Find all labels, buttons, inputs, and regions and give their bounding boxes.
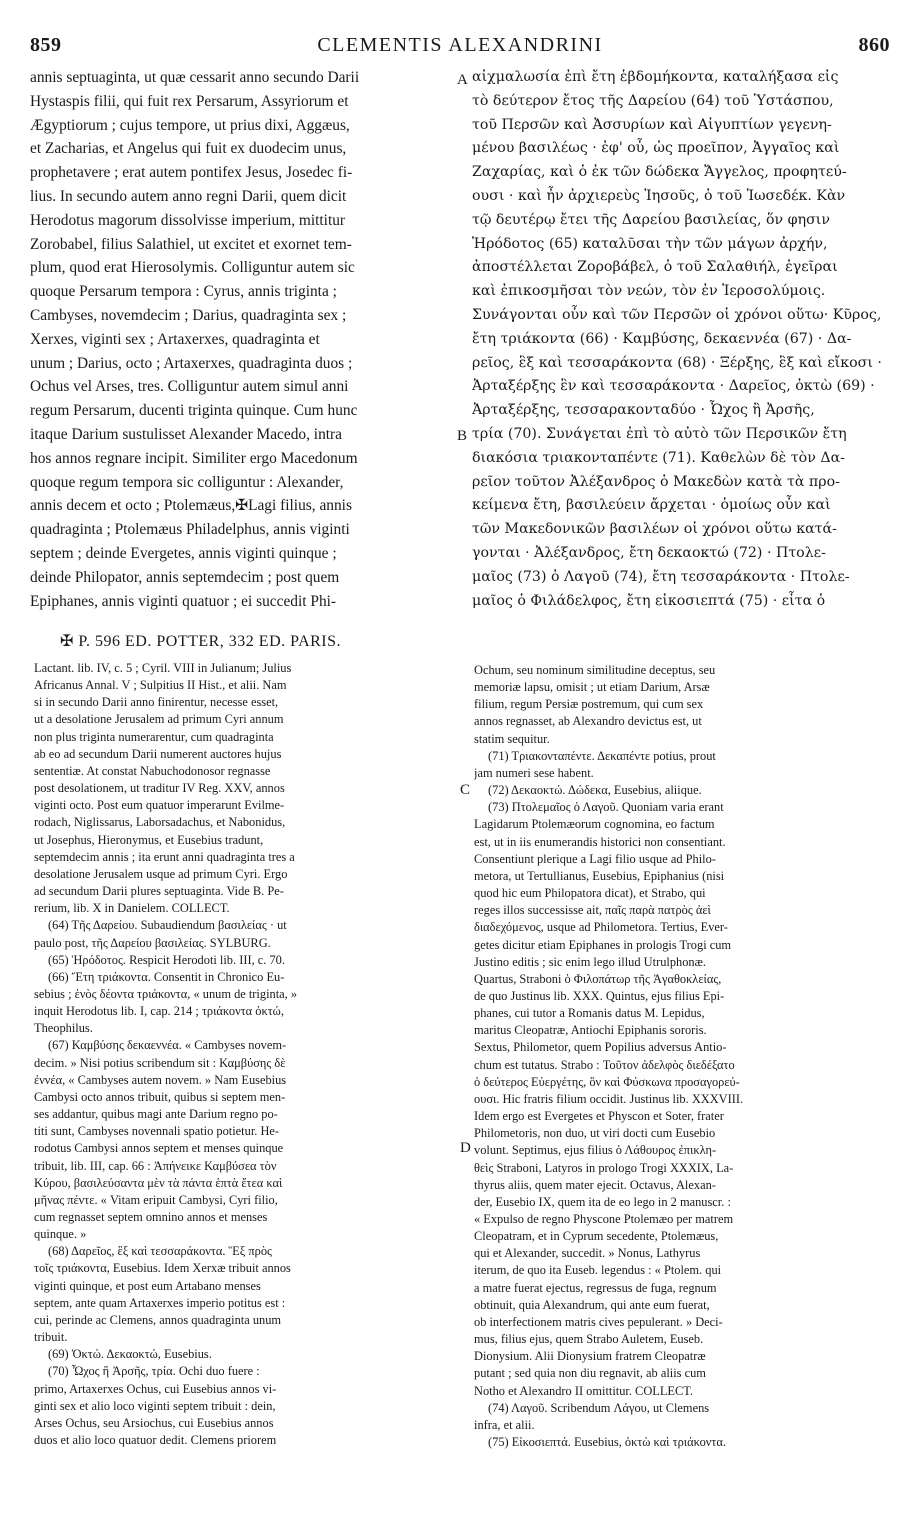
- note-line: duos et alio loco quatuor dedit. Clemens priorem: [34, 1433, 277, 1448]
- greek-line: μαῖος (73) ὁ Λαγοῦ (74), ἔτη τεσσαράκοντα · Πτολε-: [472, 568, 850, 585]
- note-line: rodach, Niglissarus, Laborsadachus, et Nabonidus,: [34, 815, 286, 830]
- note-line: phanes, cui tutor a Romanis datus M. Lepidus,: [474, 1006, 705, 1021]
- latin-line: deinde Philopator, annis septemdecim ; post quem: [30, 568, 340, 586]
- note-line: (74) Λαγοῦ. Scribendum Λάγου, ut Clemens: [488, 1400, 710, 1415]
- note-line: si in secundo Darii anno finirentur, necesse esset,: [34, 695, 279, 710]
- greek-line: τοῦ Περσῶν καὶ Ἀσσυρίων καὶ Αἰγυπτίων γεγενη-: [472, 116, 832, 133]
- note-line: paulo post, τῆς Δαρείου βασιλείας. SYLBURG.: [34, 935, 271, 950]
- note-line: Theophilus.: [34, 1021, 93, 1036]
- note-line: (71) Τριακονταπέντε. Δεκαπέντε potius, prout: [488, 748, 716, 763]
- greek-line: Συνάγονται οὖν καὶ τῶν Περσῶν οἱ χρόνοι οὕτω· Κῦρος,: [472, 306, 882, 323]
- greek-line: τὸ δεύτερον ἔτος τῆς Δαρείου (64) τοῦ Ὑστάσπου,: [472, 92, 834, 109]
- latin-line: septem ; deinde Evergetes, annis viginti quinque ;: [30, 544, 337, 562]
- note-line: (66) Ἔτη τριάκοντα. Consentit in Chronico Eu-: [48, 969, 285, 984]
- greek-line: Ζαχαρίας, καὶ ὁ ἐκ τῶν δώδεκα Ἄγγελος, προφητεύ-: [472, 164, 847, 181]
- latin-line: Herodotus magorum dissolvisse imperium, mittitur: [30, 211, 346, 229]
- note-line: viginti quinque, et post eum Artabano menses: [34, 1278, 261, 1293]
- latin-line: prophetavere ; erat autem pontifex Jesus, Josedec fi-: [30, 164, 353, 182]
- note-line: διαδεχόμενος, usque ad Philometora. Tertius, Ever-: [474, 920, 728, 935]
- note-line: τοῖς τριάκοντα, Eusebius. Idem Xerxæ tribuit annos: [34, 1261, 291, 1276]
- note-line: cum regnasset septem omnino annos et menses: [34, 1210, 268, 1224]
- latin-line: unum ; Darius, octo ; Artaxerxes, quadraginta duos ;: [30, 354, 353, 372]
- greek-text-column: [472, 66, 890, 613]
- note-line: qui et Alexander, succedit. » Nonus, Lathyrus: [474, 1246, 701, 1261]
- note-line: reges illos successisse ait, παῖς παρὰ πατρὸς ἀεὶ: [474, 903, 711, 918]
- note-line: μῆνας πέντε. « Vitam eripuit Cambysi, Cyri filio,: [34, 1192, 278, 1207]
- note-line: infra, et alii.: [474, 1417, 535, 1432]
- note-line: quod hic eum Philopatora dicat), et Strabo, qui: [474, 886, 706, 901]
- note-line: viginti octo. Post eum quatuor imperarunt Evilme-: [34, 798, 285, 813]
- note-line: « Expulso de regno Physcone Ptolemæo per matrem: [474, 1212, 734, 1226]
- note-line: getes dicitur etiam Epiphanes in prologis Trogi cum: [474, 937, 732, 952]
- note-line: ut Josephus, Hieronymus, et Eusebius tradunt,: [34, 832, 264, 847]
- note-line: post desolationem, ut traditur IV Reg. XXV, annos: [34, 781, 285, 796]
- greek-line: ἀποστέλλεται Ζοροβάβελ, ὁ τοῦ Σαλαθιήλ, ἐγεῖραι: [472, 259, 838, 276]
- greek-line: διακόσια τριακονταπέντε (71). Καθελὼν δὲ τὸν Δα-: [472, 449, 845, 466]
- note-line: non plus triginta numerarentur, cum quadraginta: [34, 729, 274, 744]
- greek-line: αἰχμαλωσία ἐπὶ ἔτη ἑβδομήκοντα, καταλήξασα εἰς: [472, 69, 839, 85]
- latin-line: quoque regum tempora sic colliguntur : Alexander,: [30, 473, 344, 491]
- note-line: obtinuit, quia Alexandrum, qui ante eum fuerat,: [474, 1297, 710, 1312]
- note-line: Justino editis ; sic enim lego illud Utrulphonæ.: [474, 954, 706, 969]
- note-line: θεὶς Straboni, Latyros in prologo Trogi XXXIX, La-: [474, 1160, 734, 1175]
- note-line: ob interfectionem matris cives pepulerant. » Deci-: [474, 1314, 723, 1329]
- latin-line: quoque Persarum tempora : Cyrus, annis triginta ;: [30, 283, 337, 301]
- note-line: Lagidarum Ptolemæorum cognomina, eo factum: [474, 817, 715, 832]
- greek-line: τῶν Μακεδονικῶν βασιλέων οἱ χρόνοι οὕτω κατά-: [472, 521, 837, 538]
- greek-line: κείμενα ἔτη, βασιλεύειν ἄρχεται · ὁμοίως οὖν καὶ: [472, 497, 831, 514]
- margin-letter-c: C: [460, 782, 471, 798]
- note-line: rodotus Cambysi annos septem et menses quinque: [34, 1141, 284, 1156]
- note-line: annos regnasset, ab Alexandro devictus est, ut: [474, 714, 702, 729]
- margin-letter-d: D: [460, 1140, 471, 1156]
- latin-line: plum, quod erat Hierosolymis. Colliguntur autem sic: [30, 259, 355, 277]
- note-line: (73) Πτολεμαῖος ὁ Λαγοῦ. Quoniam varia erant: [488, 800, 724, 815]
- note-line: ab eo ad secundum Darii numerent auctores hujus: [34, 746, 282, 761]
- note-line: ad secundum Darii plures septuaginta. Vide B. Pe-: [34, 884, 284, 899]
- note-line: Κύρου, βασιλεύσαντα μὲν τὰ πάντα ἑπτὰ ἔτεα καὶ: [34, 1175, 283, 1190]
- greek-line: ουσι · καὶ ἦν ἀρχιερεὺς Ἰησοῦς, ὁ τοῦ Ἰωσεδέκ. Κὰν: [472, 187, 846, 204]
- note-line: thyrus aliis, quem mater ejecit. Octavus, Alexan-: [474, 1177, 716, 1192]
- note-line: der, Eusebio IX, quem ita de eo lego in 2 manuscr. :: [474, 1194, 731, 1209]
- note-line: putant ; sed quia non diu regnavit, ab aliis cum: [474, 1366, 706, 1381]
- note-line: est, ut in iis enumerandis historici non consentiant.: [474, 834, 726, 849]
- latin-line: Cambyses, novemdecim ; Darius, quadraginta sex ;: [30, 306, 347, 324]
- note-line: (69) Ὀκτώ. Δεκαοκτώ, Eusebius.: [48, 1347, 212, 1362]
- latin-line: regum Persarum, ducenti triginta quinque. Cum hunc: [30, 402, 358, 420]
- latin-line: Xerxes, viginti sex ; Artaxerxes, quadraginta et: [30, 330, 320, 348]
- note-line: Sextus, Philometor, quem Popilius adversus Antio-: [474, 1040, 727, 1055]
- note-line: filium, regum Persiæ postremum, qui cum sex: [474, 697, 704, 712]
- note-line: Africanus Annal. V ; Sulpitius II Hist., et alii. Nam: [34, 678, 287, 693]
- note-line: ginti sex et alio loco viginti septem tribuit : dein,: [34, 1398, 276, 1413]
- note-line: statim sequitur.: [474, 731, 550, 746]
- note-line: (72) Δεκαοκτώ. Δώδεκα, Eusebius, aliique.: [488, 783, 702, 798]
- note-line: ἐννέα, « Cambyses autem novem. » Nam Eusebius: [34, 1072, 287, 1087]
- page-number-right: 860: [858, 34, 890, 56]
- note-line: ουσι. Hic fratris filium occidit. Justinus lib. XXXVIII.: [474, 1091, 744, 1106]
- latin-line: et Zacharias, et Angelus qui fuit ex duodecim unus,: [30, 140, 347, 158]
- margin-letter-a: A: [457, 72, 468, 88]
- note-line: tribuit.: [34, 1330, 68, 1345]
- note-line: jam numeri sese habent.: [474, 765, 594, 780]
- note-line: ὁ δεύτερος Εὐεργέτης, ὃν καὶ Φύσκωνα προσαγορεύ-: [474, 1074, 740, 1089]
- latin-line: Epiphanes, annis viginti quatuor ; ei succedit Phi-: [30, 592, 337, 610]
- greek-line: καὶ ἐπικοσμῆσαι τὸν νεών, τὸν ἐν Ἱεροσολύμοις.: [472, 283, 826, 300]
- note-line: metora, ut Tertullianus, Eusebius, Epiphanius (nisi: [474, 868, 725, 883]
- note-line: (67) Καμβύσης δεκαεννέα. « Cambyses novem-: [48, 1038, 287, 1053]
- greek-line: Ἀρταξέρξης, τεσσαρακονταδύο · Ὦχος ἢ Ἀρσῆς,: [472, 402, 815, 419]
- greek-line: τρία (70). Συνάγεται ἐπὶ τὸ αὐτὸ τῶν Περσικῶν ἔτη: [472, 425, 847, 442]
- note-line: Ochum, seu nominum similitudine deceptus, seu: [474, 663, 716, 677]
- note-line: tribuit, lib. III, cap. 66 : Ἀπήνεικε Καμβύσεα τὸν: [34, 1158, 277, 1173]
- note-line: a matre fuerat ejectus, regressus de fuga, regnum: [474, 1280, 717, 1295]
- note-line: primo, Artaxerxes Ochus, cui Eusebius annos vi-: [34, 1381, 277, 1396]
- note-line: de quo Justinus lib. XXX. Quintus, ejus filius Epi-: [474, 988, 725, 1003]
- latin-line: annis decem et octo ; Ptolemæus,✠Lagi filius, annis: [30, 497, 352, 515]
- running-title: CLEMENTIS ALEXANDRINI: [317, 34, 603, 56]
- latin-line: Zorobabel, filius Salathiel, ut excitet et exornet tem-: [30, 235, 352, 253]
- note-line: inquit Herodotus lib. I, cap. 214 ; τριάκοντα ὀκτώ,: [34, 1004, 284, 1019]
- page-header: [30, 34, 890, 60]
- note-line: quinque. »: [34, 1227, 87, 1242]
- greek-line: γονται · Ἀλέξανδρος, ἔτη δεκαοκτώ (72) · Πτολε-: [472, 544, 826, 561]
- latin-line: Ochus vel Arses, tres. Colliguntur autem simul anni: [30, 378, 349, 396]
- note-line: septem, ante quam Artaxerxes imperio potitus est :: [34, 1295, 286, 1310]
- note-line: Lactant. lib. IV, c. 5 ; Cyril. VIII in Julianum; Julius: [34, 661, 292, 675]
- page-number-left: 859: [30, 34, 62, 56]
- latin-line: Hystaspis filii, qui fuit rex Persarum, Assyriorum et: [30, 92, 349, 110]
- note-line: Philometoris, non duo, ut viri docti cum Eusebio: [474, 1126, 716, 1141]
- greek-line: μένου βασιλέως · ἐφ' οὗ, ὡς προεῖπον, Ἀγγαῖος καὶ: [472, 140, 840, 157]
- note-line: decim. » Nisi potius scribendum sit : Καμβύσης δὲ: [34, 1055, 286, 1070]
- note-line: chum est tutatus. Strabo : Τοῦτον ἀδελφὸς διεδέξατο: [474, 1057, 735, 1072]
- note-line: ses addantur, quibus magi ante Darium regno po-: [34, 1107, 278, 1122]
- note-line: Arses Ochus, seu Arsiochus, cui Eusebius annos: [34, 1415, 274, 1430]
- note-line: volunt. Septimus, ejus filius ὁ Λάθουρος ἐπικλη-: [474, 1143, 717, 1158]
- note-line: Dionysium. Alii Dionysium fratrem Cleopatræ: [474, 1349, 706, 1364]
- latin-line: Ægyptiorum ; cujus tempore, ut prius dixi, Aggæus,: [30, 116, 350, 134]
- margin-letter-b: B: [457, 428, 468, 444]
- note-line: (75) Εἰκοσιεπτά. Eusebius, ὀκτὼ καὶ τριάκοντα.: [488, 1435, 726, 1450]
- latin-line: annis septuaginta, ut quæ cessarit anno secundo Darii: [30, 69, 360, 86]
- greek-line: μαῖος ὁ Φιλάδελφος, ἔτη εἰκοσιεπτά (75) · εἶτα ὁ: [472, 592, 826, 609]
- note-line: sebius ; ἑνὸς δέοντα τριάκοντα, « unum de triginta, »: [34, 986, 298, 1001]
- note-line: (68) Δαρεῖος, ἓξ καὶ τεσσαράκοντα. Ἓξ πρὸς: [48, 1244, 272, 1259]
- note-line: Quartus, Straboni ὁ Φιλοπάτωρ τῆς Ἀγαθοκλείας,: [474, 971, 722, 986]
- note-line: septemdecim annis ; ita erunt anni quadraginta tres a: [34, 849, 295, 864]
- note-line: (70) Ὦχος ἢ Ἀρσῆς, τρία. Ochi duo fuere :: [48, 1364, 260, 1379]
- greek-line: ἔτη τριάκοντα (66) · Καμβύσης, δεκαεννέα (67) · Δα-: [472, 330, 852, 347]
- note-line: (64) Τῆς Δαρείου. Subaudiendum βασιλείας · ut: [48, 918, 287, 933]
- note-line: sententiæ. At constat Nabuchodonosor regnasse: [34, 763, 271, 778]
- edition-reference: ✠ P. 596 ED. POTTER, 332 ED. PARIS.: [60, 633, 342, 650]
- note-line: memoriæ lapsu, omisit ; ut etiam Darium, Arsæ: [474, 680, 710, 695]
- latin-line: hos annos regnare incipit. Similiter ergo Macedonum: [30, 449, 358, 467]
- greek-line: ρεῖος, ἓξ καὶ τεσσαράκοντα (68) · Ξέρξης, ἓξ καὶ εἴκοσι ·: [472, 354, 882, 371]
- note-line: desolatione Jerusalem usque ad primum Cyri. Ergo: [34, 866, 288, 881]
- greek-line: Ἀρταξέρξης ἓν καὶ τεσσαράκοντα · Δαρεῖος, ὀκτὼ (69) ·: [472, 378, 875, 395]
- notes-left-column: [34, 660, 456, 1449]
- greek-line: τῷ δευτέρῳ ἔτει τῆς Δαρείου βασιλείας, ὅν φησιν: [472, 211, 830, 228]
- note-line: cui, perinde ac Clemens, annos quadraginta unum: [34, 1312, 282, 1327]
- note-line: Notho et Alexandro II omittitur. COLLECT.: [474, 1383, 693, 1398]
- note-line: rerium, lib. X in Danielem. COLLECT.: [34, 901, 230, 916]
- greek-line: Ἡρόδοτος (65) καταλῦσαι τὴν τῶν μάγων ἀρχήν,: [472, 235, 828, 252]
- note-line: iterum, de quo ita Euseb. legendus : « Ptolem. qui: [474, 1263, 722, 1278]
- note-line: Consentiunt plerique a Lagi filio usque ad Philo-: [474, 851, 716, 866]
- greek-line: ρεῖον τοῦτον Ἀλέξανδρος ὁ Μακεδὼν κατὰ τὰ προ-: [472, 473, 840, 490]
- latin-line: lius. In secundo autem anno regni Darii, quem dicit: [30, 187, 347, 205]
- note-line: Cambysi octo annos tribuit, quibus si septem men-: [34, 1089, 286, 1104]
- latin-line: itaque Darium sustulisset Alexander Macedo, intra: [30, 425, 343, 443]
- note-line: titi sunt, Cambyses novennali spatio potietur. He-: [34, 1124, 280, 1139]
- latin-text-column: [30, 66, 454, 613]
- notes-right-column: [474, 662, 890, 1451]
- note-line: Idem ergo est Evergetes et Physcon et Soter, frater: [474, 1109, 724, 1124]
- note-line: maritus Cleopatræ, Antiochi Epiphanis sororis.: [474, 1023, 707, 1038]
- note-line: Cleopatram, et in Cyprum secedente, Ptolemæus,: [474, 1229, 719, 1244]
- note-line: mus, filius ejus, quem Strabo Auletem, Euseb.: [474, 1332, 704, 1347]
- latin-line: quadraginta ; Ptolemæus Philadelphus, annis viginti: [30, 521, 350, 539]
- note-line: ut a desolatione Jerusalem ad primum Cyri annum: [34, 712, 284, 727]
- note-line: (65) Ἡρόδοτος. Respicit Herodoti lib. III, c. 70.: [48, 952, 285, 967]
